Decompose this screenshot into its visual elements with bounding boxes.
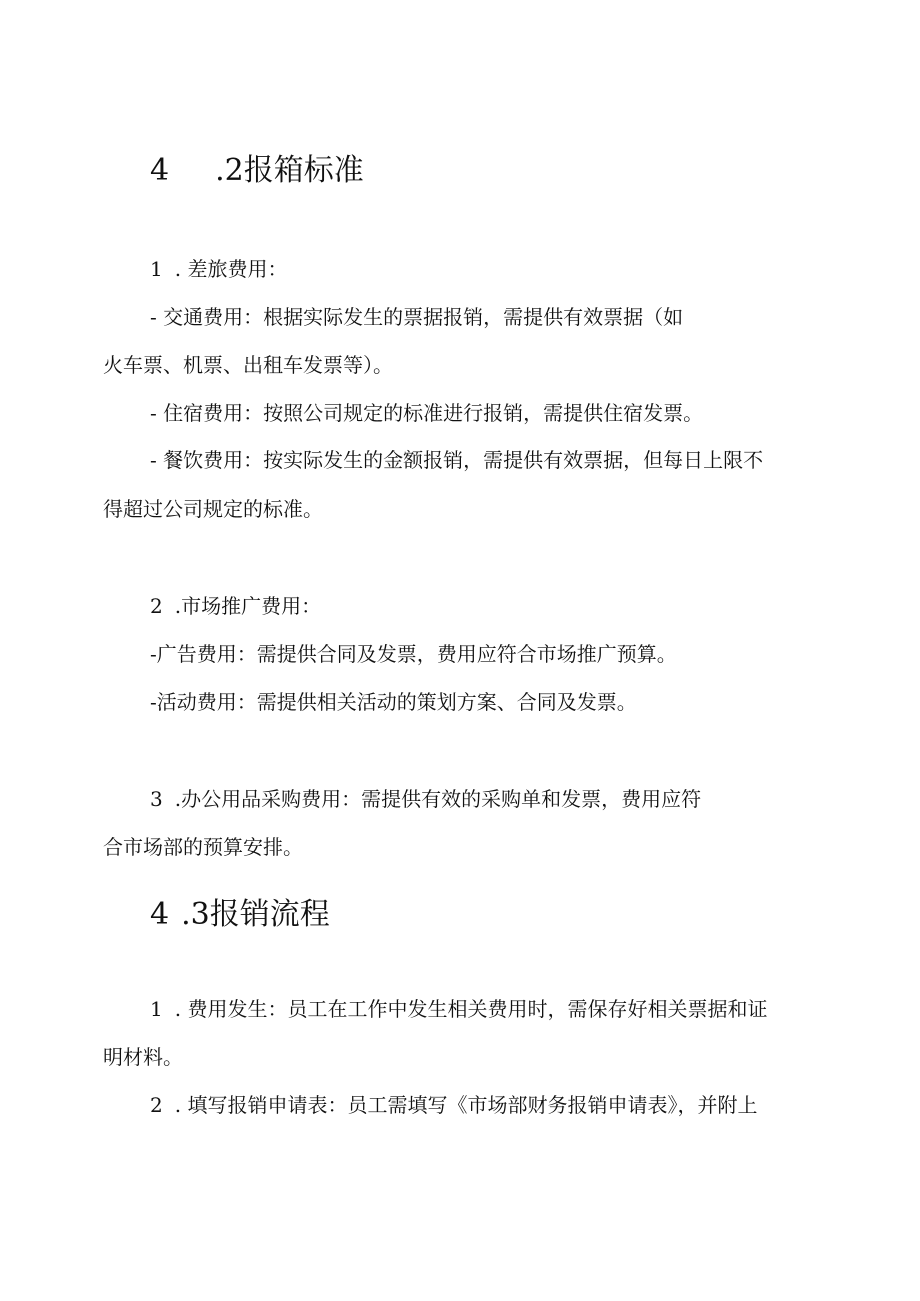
item-office-line-1 [150,785,701,813]
section-title: .3报销流程 [181,897,330,932]
section-heading-4-2 [150,153,364,188]
marketing-ads-line: -广告费用：需提供合同及发票，费用应符合市场推广预算。 [150,642,677,666]
item-travel-title [150,255,287,283]
marketing-events-line: -活动费用：需提供相关活动的策划方案、合同及发票。 [150,690,637,714]
travel-transport-line-1: - 交通费用：根据实际发生的票据报销，需提供有效票据（如 [150,305,684,329]
item-number: 1 [150,257,163,281]
section-number: 4 [150,897,170,932]
item-number: 1 [150,997,163,1021]
item-number: 2 [150,1093,163,1117]
process-step-2-line-1 [150,1091,757,1119]
process-step-1-line-1 [150,995,767,1023]
section-number: 4 [150,153,170,188]
section-heading-4-3 [150,897,330,932]
travel-meals-line-2: 得超过公司规定的标准。 [103,497,323,521]
section-title: .2报箱标准 [215,153,364,188]
travel-transport-line-2: 火车票、机票、出租车发票等）。 [103,353,393,377]
item-text: .办公用品采购费用：需提供有效的采购单和发票，费用应符 [174,787,702,811]
item-number: 2 [150,594,163,618]
item-marketing-title [150,592,321,620]
item-number: 3 [150,787,163,811]
process-step-1-line-2: 明材料。 [103,1045,183,1069]
item-office-line-2: 合市场部的预算安排。 [103,835,303,859]
travel-meals-line-1: - 餐饮费用：按实际发生的金额报销，需提供有效票据，但每日上限不 [150,448,764,472]
item-title: . 差旅费用： [174,257,288,281]
item-text: . 填写报销申请表：员工需填写《市场部财务报销申请表》，并附上 [174,1093,758,1117]
travel-lodging-line: - 住宿费用：按照公司规定的标准进行报销，需提供住宿发票。 [150,401,704,425]
item-text: . 费用发生：员工在工作中发生相关费用时，需保存好相关票据和证 [174,997,768,1021]
item-title: .市场推广费用： [174,594,322,618]
